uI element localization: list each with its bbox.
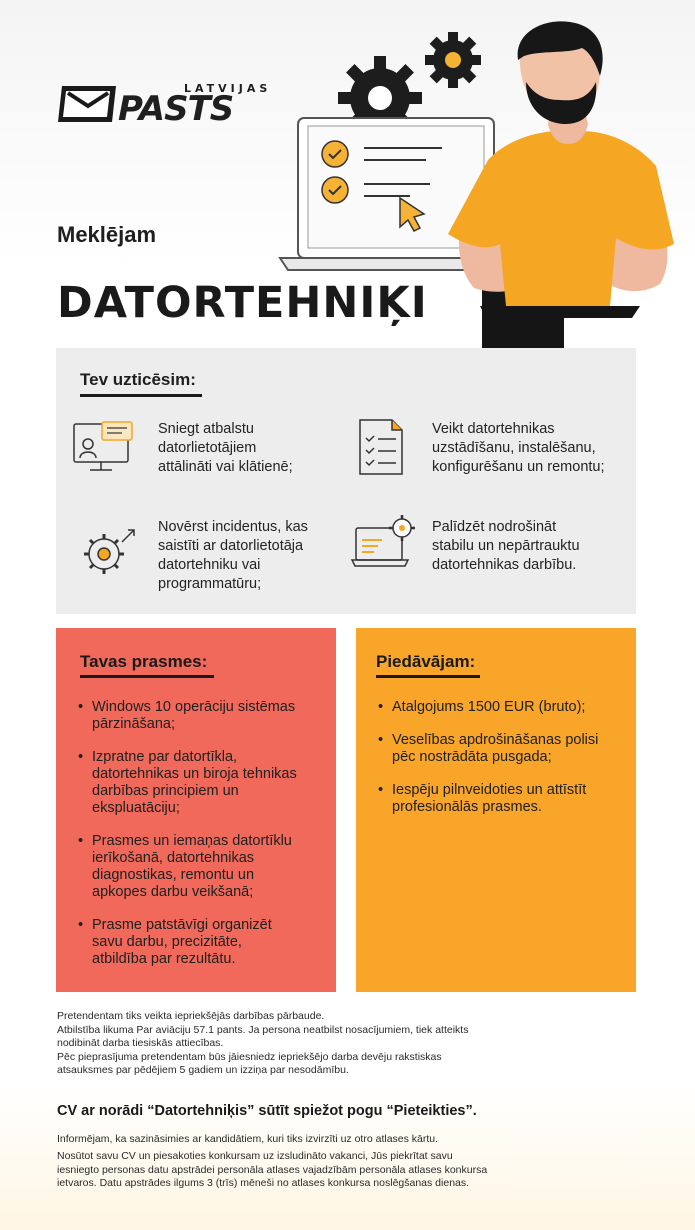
person-illustration <box>448 21 674 350</box>
list-item: • Veselības apdrošināšanas polisi pēc nostrādāta pusgada; <box>378 732 628 766</box>
skills-heading-underline <box>80 675 214 678</box>
gear-growth-icon <box>78 524 148 584</box>
brand-small: LATVIJAS <box>184 82 272 95</box>
privacy-notice: Nosūtot savu CV un piesakoties konkursam uz izsludināto vakanci, Jūs piekrītat savu iesniegto personas datu apstrādei personāla atlases vajadzībām personāla atlases konkursa ietvaros. Datu apstrādes ilgums 3 (trīs) mēneši no atlases konkursa noslēgšanas dienas. <box>57 1150 488 1189</box>
legal-notes: Pretendentam tiks veikta iepriekšējās darbības pārbaude. Atbilstība likuma Par aviāciju 57.1 pants. Ja persona neatbilst nosacījumiem, tiek atteikts nodibināt darba tiesiskās attiecības. Pēc pieprasījuma pretendentam būs jāiesniedz iepriekšējo darba devēju rakstiskas atsauksmes par pēdējiem 5 gadiem un izziņa par nesodāmību. <box>57 1010 469 1076</box>
envelope-logo-icon <box>56 84 120 124</box>
duty-item-install: Veikt datortehnikas uzstādīšanu, instalēšanu, konfigurēšanu un remontu; <box>432 421 605 475</box>
laptop-gear-icon <box>350 514 420 574</box>
list-item: • Izpratne par datortīkla, datortehnikas un biroja tehnikas darbības principiem un ekspluatāciju; <box>78 749 328 817</box>
list-item: • Prasmes un iemaņas datortīklu ierīkošanā, datortehnikas diagnostikas, remontu un apkopes darbu veikšanā; <box>78 833 328 901</box>
selection-notice: Informējam, ka sazināsimies ar kandidātiem, kuri tiks izvirzīti uz otro atlases kārtu. <box>57 1133 439 1145</box>
page-subtitle: Meklējam <box>57 222 157 247</box>
page-title: DATORTEHNIĶI <box>57 278 428 328</box>
list-item: • Windows 10 operāciju sistēmas pārzināšana; <box>78 699 328 733</box>
small-gear-icon <box>425 32 481 88</box>
apply-instruction: CV ar norādi “Datortehniķis” sūtīt spiežot pogu “Pieteikties”. <box>57 1103 477 1119</box>
duty-item-incidents: Novērst incidentus, kas saistīti ar datorlietotāja datortehniku vai programmatūru; <box>158 519 308 592</box>
brand-big: PASTS <box>118 89 234 129</box>
offer-heading: Piedāvājam: <box>376 652 476 671</box>
skills-list <box>78 699 328 984</box>
duties-heading: Tev uzticēsim: <box>80 370 196 389</box>
list-item: • Prasme patstāvīgi organizēt savu darbu, precizitāte, atbildība par rezultātu. <box>78 917 328 968</box>
checklist-document-icon <box>350 416 420 476</box>
skills-heading: Tavas prasmes: <box>80 652 208 671</box>
duty-item-stability: Palīdzēt nodrošināt stabilu un nepārtrauktu datortehnikas darbību. <box>432 519 580 573</box>
duty-item-remote-support: Sniegt atbalstu datorlietotājiem attālināti vai klātienē; <box>158 421 293 475</box>
brand-logo <box>56 82 272 129</box>
duties-heading-underline <box>80 394 202 397</box>
remote-support-icon <box>72 418 142 478</box>
list-item: • Atalgojums 1500 EUR (bruto); <box>378 699 628 716</box>
list-item: • Iespēju pilnveidoties un attīstīt profesionālās prasmes. <box>378 782 628 816</box>
offer-list <box>378 699 628 832</box>
offer-heading-underline <box>376 675 480 678</box>
